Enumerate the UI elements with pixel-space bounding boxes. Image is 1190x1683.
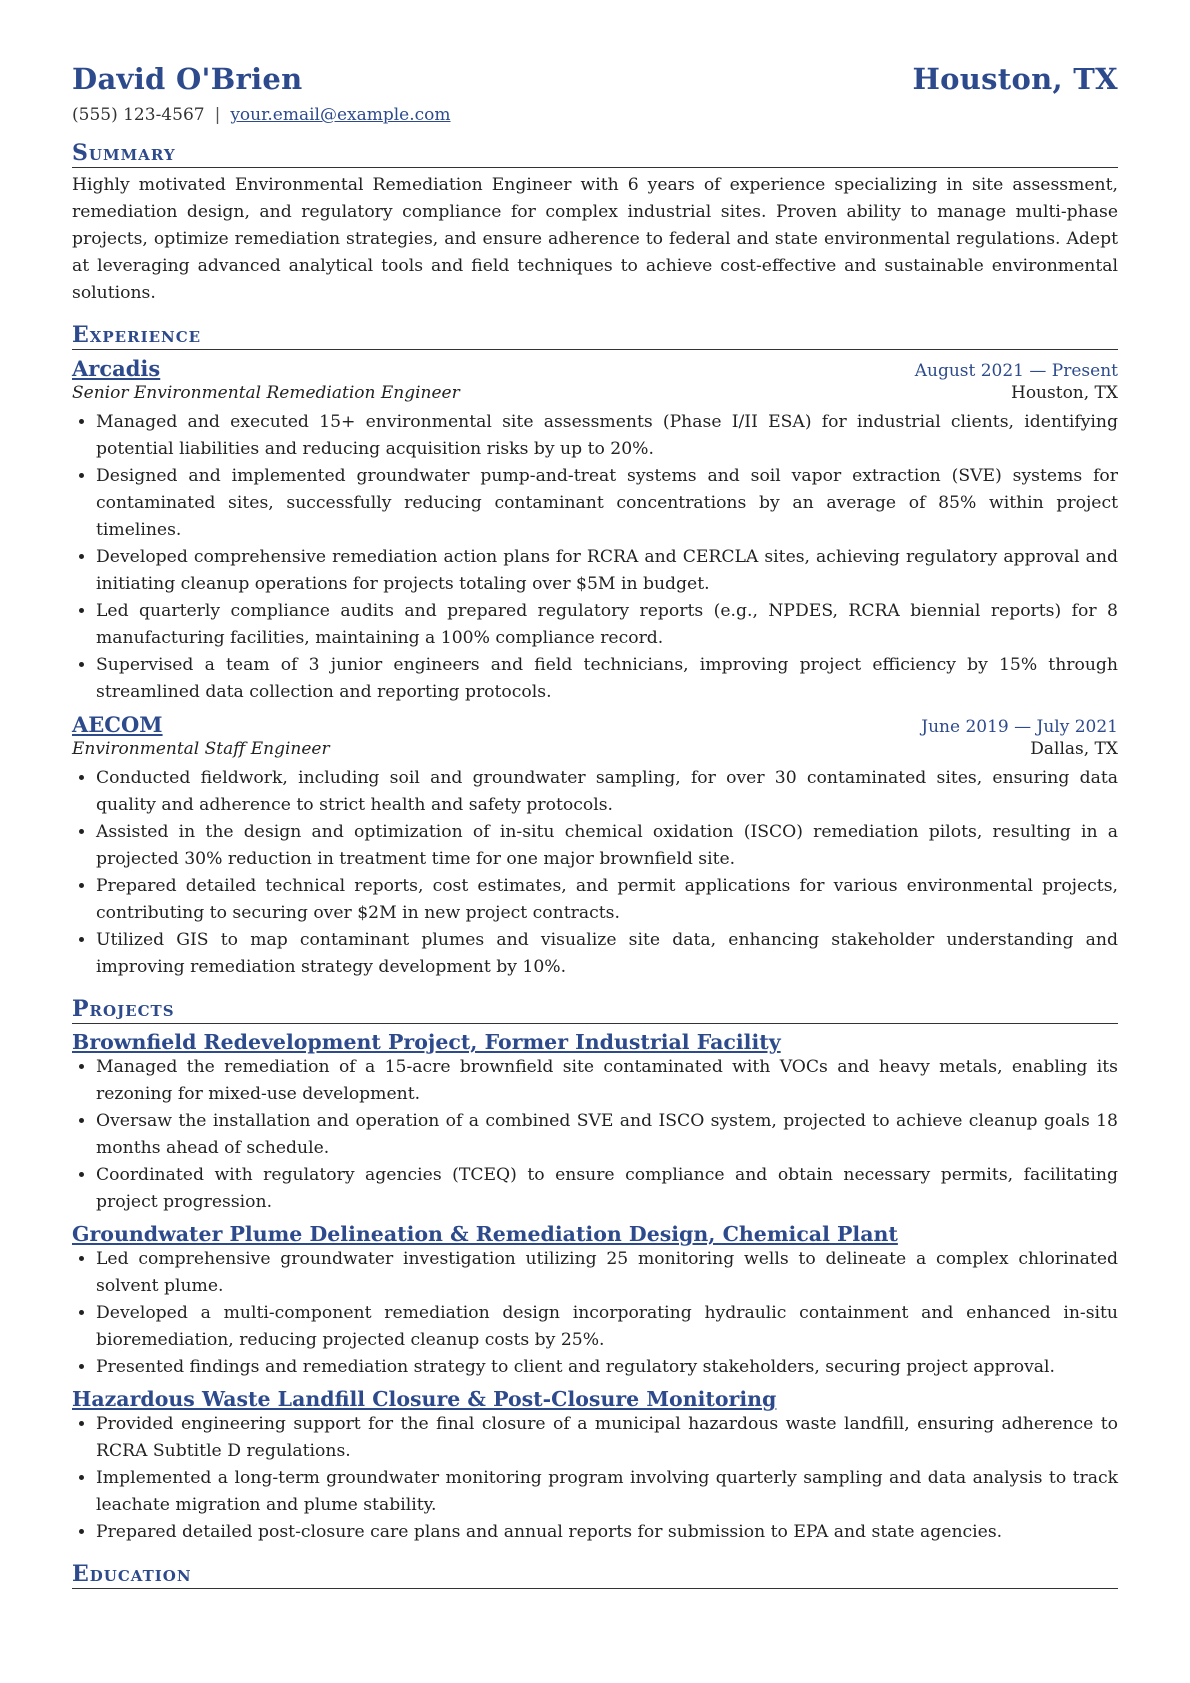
project-entry (72, 1222, 1118, 1381)
phone-number: (555) 123-4567 (72, 105, 205, 125)
project-entry (72, 1387, 1118, 1546)
project-entry (72, 1030, 1118, 1216)
job-entry (72, 712, 1118, 981)
bullet-item: • Oversaw the installation and operation of a combined SVE and ISCO system, projected to achieve cleanup goals 18 months ahead of schedule. (96, 1108, 1118, 1162)
bullet-item: • Designed and implemented groundwater pump-and-treat systems and soil vapor extraction (SVE) systems for contaminated sites, successfully reducing contaminant concentrations by an average of 85% within project timelines. (96, 463, 1118, 544)
experience-heading: Experience (72, 321, 1118, 350)
job-dates: August 2021 — Present (914, 361, 1118, 381)
bullet-item: • Managed and executed 15+ environmental site assessments (Phase I/II ESA) for industrial clients, identifying potential liabilities and reducing acquisition risks by up to 20%. (96, 409, 1118, 463)
bullet-item: • Developed a multi-component remediation design incorporating hydraulic containment and enhanced in-situ bioremediation, reducing projected cleanup costs by 25%. (96, 1300, 1118, 1354)
project-title-link[interactable]: Brownfield Redevelopment Project, Former Industrial Facility (72, 1030, 781, 1054)
job-dates: June 2019 — July 2021 (921, 717, 1118, 737)
company-link[interactable]: AECOM (72, 712, 163, 737)
contact-line (72, 105, 1118, 125)
job-role: Environmental Staff Engineer (72, 739, 330, 759)
project-bullets (72, 1246, 1118, 1381)
candidate-location: Houston, TX (912, 62, 1118, 96)
candidate-name: David O'Brien (72, 62, 303, 96)
job-bullets (72, 765, 1118, 981)
company-link[interactable]: Arcadis (72, 356, 161, 381)
bullet-item: • Supervised a team of 3 junior engineers and field technicians, improving project efficiency by 15% through streamlined data collection and reporting protocols. (96, 652, 1118, 706)
job-entry (72, 356, 1118, 706)
contact-separator: | (214, 105, 221, 125)
bullet-item: • Implemented a long-term groundwater monitoring program involving quarterly sampling and data analysis to track leachate migration and plume stability. (96, 1465, 1118, 1519)
summary-text: Highly motivated Environmental Remediation Engineer with 6 years of experience specializing in site assessment, remediation design, and regulatory compliance for complex industrial sites. Proven ability to manage multi-phase projects, optimize remediation strategies, and ensure adherence to federal and state environmental regulations. Adept at leveraging advanced analytical tools and field techniques to achieve cost-effective and sustainable environmental solutions. (72, 175, 1118, 303)
bullet-item: • Managed the remediation of a 15-acre brownfield site contaminated with VOCs and heavy metals, enabling its rezoning for mixed-use development. (96, 1054, 1118, 1108)
education-heading: Education (72, 1560, 1118, 1589)
bullet-item: • Prepared detailed post-closure care plans and annual reports for submission to EPA and state agencies. (96, 1519, 1118, 1546)
project-bullets (72, 1411, 1118, 1546)
bullet-item: • Developed comprehensive remediation action plans for RCRA and CERCLA sites, achieving regulatory approval and initiating cleanup operations for projects totaling over $5M in budget. (96, 544, 1118, 598)
project-title-link[interactable]: Hazardous Waste Landfill Closure & Post-Closure Monitoring (72, 1387, 777, 1411)
header (72, 62, 1118, 96)
projects-heading: Projects (72, 995, 1118, 1024)
bullet-item: • Led quarterly compliance audits and prepared regulatory reports (e.g., NPDES, RCRA biennial reports) for 8 manufacturing facilities, maintaining a 100% compliance record. (96, 598, 1118, 652)
bullet-item: • Coordinated with regulatory agencies (TCEQ) to ensure compliance and obtain necessary permits, facilitating project progression. (96, 1162, 1118, 1216)
bullet-item: • Provided engineering support for the final closure of a municipal hazardous waste landfill, ensuring adherence to RCRA Subtitle D regulations. (96, 1411, 1118, 1465)
job-bullets (72, 409, 1118, 706)
bullet-item: • Led comprehensive groundwater investigation utilizing 25 monitoring wells to delineate a complex chlorinated solvent plume. (96, 1246, 1118, 1300)
email-link[interactable]: your.email@example.com (230, 105, 451, 125)
project-bullets (72, 1054, 1118, 1216)
bullet-item: • Utilized GIS to map contaminant plumes and visualize site data, enhancing stakeholder understanding and improving remediation strategy development by 10%. (96, 927, 1118, 981)
bullet-item: • Conducted fieldwork, including soil and groundwater sampling, for over 30 contaminated sites, ensuring data quality and adherence to strict health and safety protocols. (96, 765, 1118, 819)
job-role: Senior Environmental Remediation Engineer (72, 383, 460, 403)
job-location: Dallas, TX (1030, 739, 1118, 759)
job-location: Houston, TX (1011, 383, 1118, 403)
project-title-link[interactable]: Groundwater Plume Delineation & Remediation Design, Chemical Plant (72, 1222, 898, 1246)
summary-heading: Summary (72, 139, 1118, 168)
bullet-item: • Presented findings and remediation strategy to client and regulatory stakeholders, securing project approval. (96, 1354, 1118, 1381)
bullet-item: • Prepared detailed technical reports, cost estimates, and permit applications for various environmental projects, contributing to securing over $2M in new project contracts. (96, 873, 1118, 927)
bullet-item: • Assisted in the design and optimization of in-situ chemical oxidation (ISCO) remediation pilots, resulting in a projected 30% reduction in treatment time for one major brownfield site. (96, 819, 1118, 873)
